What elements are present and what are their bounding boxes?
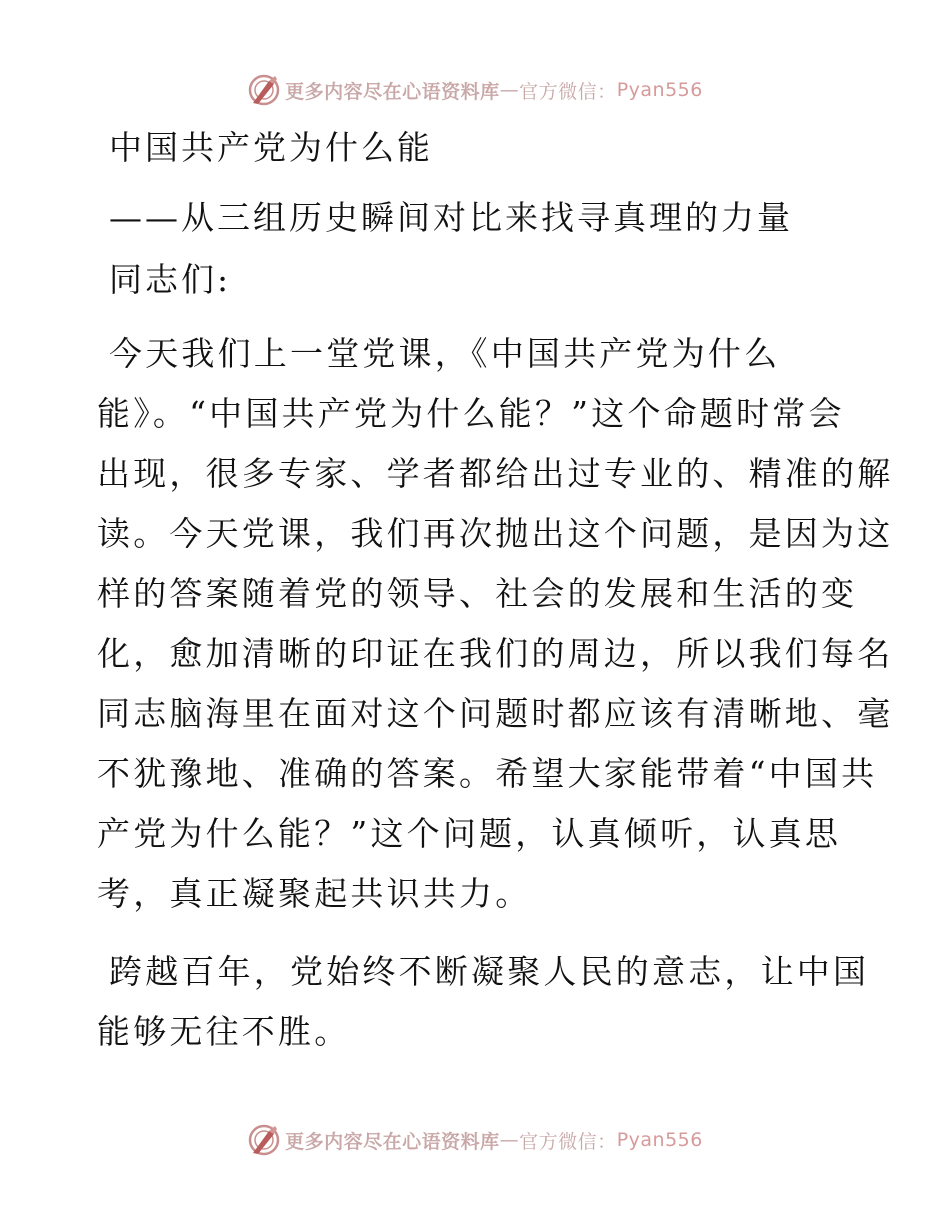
document-body: [97, 122, 894, 1062]
paragraph-line: 今天我们上一堂党课，《中国共产党为什么: [109, 334, 781, 373]
paragraph-line: 出现，很多专家、学者都给出过专业的、精准的解: [97, 454, 894, 493]
paragraph-line: 不犹豫地、准确的答案。希望大家能带着“中国共: [97, 754, 878, 793]
watermark-separator: —: [499, 1129, 520, 1151]
watermark-wechat-id: Pyan556: [616, 1129, 703, 1151]
paragraph-line: 考，真正凝聚起共识共力。: [97, 874, 532, 913]
watermark-wechat-id: Pyan556: [616, 79, 703, 101]
paragraph-1: [97, 324, 894, 924]
watermark-main-text: 更多内容尽在心语资料库: [285, 80, 500, 103]
quill-pen-logo-icon: [247, 1123, 281, 1157]
watermark-sub-text: 官方微信：: [519, 1130, 617, 1153]
header-watermark: [0, 70, 950, 110]
paragraph-line: 能够无往不胜。: [97, 1012, 351, 1051]
paragraph-2: [97, 942, 870, 1062]
paragraph-line: 产党为什么能？”这个问题，认真倾听，认真思: [97, 814, 842, 853]
salutation: 同志们:: [109, 260, 232, 299]
paragraph-line: 化，愈加清晰的印证在我们的周边，所以我们每名: [97, 634, 894, 673]
document-title: 中国共产党为什么能: [109, 128, 433, 167]
footer-watermark: [0, 1120, 950, 1160]
paragraph-line: 样的答案随着党的领导、社会的发展和生活的变: [97, 574, 858, 613]
watermark-separator: —: [499, 79, 520, 101]
paragraph-line: 同志脑海里在面对这个问题时都应该有清晰地、毫: [97, 694, 894, 733]
paragraph-line: 跨越百年，党始终不断凝聚人民的意志，让中国: [109, 952, 870, 991]
paragraph-line: 能》。“中国共产党为什么能？”这个命题时常会: [97, 394, 845, 433]
watermark-main-text: 更多内容尽在心语资料库: [285, 1130, 500, 1153]
paragraph-line: 读。今天党课，我们再次抛出这个问题，是因为这: [97, 514, 894, 553]
quill-pen-logo-icon: [247, 73, 281, 107]
watermark-sub-text: 官方微信：: [519, 80, 617, 103]
document-subtitle: ——从三组历史瞬间对比来找寻真理的力量: [109, 198, 793, 237]
